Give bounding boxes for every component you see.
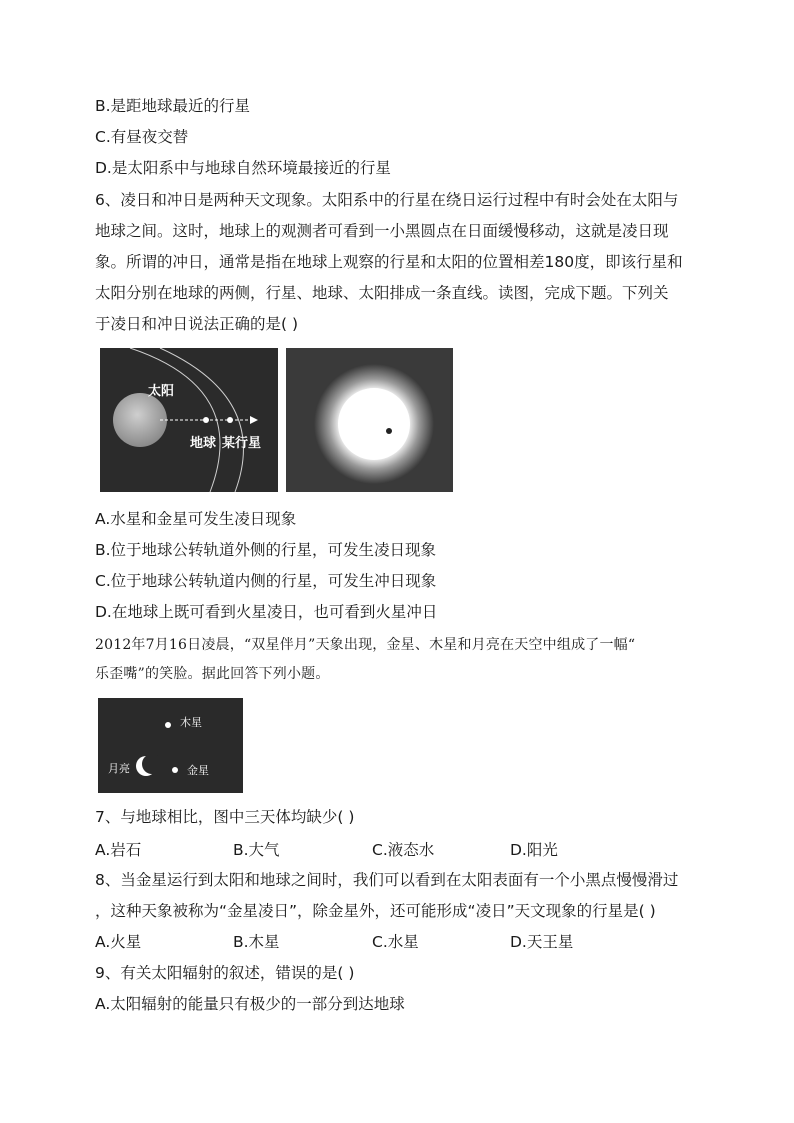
q8-option: B.木星	[233, 933, 280, 951]
sun-disk-icon	[338, 388, 410, 460]
q7-option: B.大气	[233, 841, 280, 859]
moon-label: 月亮	[108, 762, 130, 775]
jupiter-label: 木星	[180, 716, 202, 729]
orbit-diagram	[100, 348, 278, 492]
venus-icon	[172, 767, 178, 773]
jupiter-icon	[165, 722, 171, 728]
moon-shadow	[142, 754, 162, 774]
q7-option: A.岩石	[95, 841, 142, 859]
option-line: A.水星和金星可发生凌日现象	[95, 510, 297, 528]
orbit-diagram-figure	[100, 348, 278, 492]
arrow-head-icon	[250, 416, 258, 424]
intro-text: 2012年7月16日凌晨，“双星伴月”天象出现，金星、木星和月亮在天空中组成了一幅“	[95, 637, 636, 653]
question-9-text: 9、有关太阳辐射的叙述，错误的是( )	[95, 964, 355, 982]
sun-label: 太阳	[148, 384, 175, 399]
sky-photo	[98, 698, 243, 793]
question-8-text: 8、当金星运行到太阳和地球之间时，我们可以看到在太阳表面有一个小黑点慢慢滑过	[95, 871, 679, 889]
q8-option: A.火星	[95, 933, 142, 951]
earth-label: 地球	[190, 436, 217, 451]
question-6-text: 6、凌日和冲日是两种天文现象。太阳系中的行星在绕日运行过程中有时会处在太阳与	[95, 191, 679, 209]
q7-option: C.液态水	[372, 841, 435, 859]
question-6-text: 象。所谓的冲日，通常是指在地球上观察的行星和太阳的位置相差180度，即该行星和	[95, 253, 683, 271]
question-6-text: 太阳分别在地球的两侧，行星、地球、太阳排成一条直线。读图，完成下题。下列关	[95, 284, 669, 302]
q8-option: C.水星	[372, 933, 419, 951]
option-line: D.是太阳系中与地球自然环境最接近的行星	[95, 159, 391, 177]
q7-option: D.阳光	[510, 841, 558, 859]
intro-text: 乐歪嘴”的笑脸。据此回答下列小题。	[95, 666, 330, 682]
option-line: B.位于地球公转轨道外侧的行星，可发生凌日现象	[95, 541, 437, 559]
question-6-text: 地球之间。这时，地球上的观测者可看到一小黑圆点在日面缓慢移动，这就是凌日现	[95, 222, 669, 240]
sun-icon	[113, 393, 167, 447]
option-line: C.位于地球公转轨道内侧的行星，可发生冲日现象	[95, 572, 437, 590]
transit-photo-graphic	[286, 348, 453, 492]
planet-label: 某行星	[222, 436, 262, 451]
earth-icon	[203, 417, 209, 423]
question-6-text: 于凌日和冲日说法正确的是( )	[95, 315, 299, 333]
question-7-text: 7、与地球相比，图中三天体均缺少( )	[95, 808, 355, 826]
transit-dot-icon	[386, 428, 392, 434]
sky-graphic	[98, 698, 243, 793]
option-line: B.是距地球最近的行星	[95, 97, 251, 115]
option-line: A.太阳辐射的能量只有极少的一部分到达地球	[95, 995, 405, 1013]
planet-icon	[227, 417, 233, 423]
transit-photo	[286, 348, 453, 492]
venus-label: 金星	[187, 764, 209, 777]
question-8-text: ，这种天象被称为“金星凌日”，除金星外，还可能形成“凌日”天文现象的行星是( )	[95, 902, 656, 920]
option-line: C.有昼夜交替	[95, 128, 189, 146]
option-line: D.在地球上既可看到火星凌日，也可看到火星冲日	[95, 603, 438, 621]
q8-option: D.天王星	[510, 933, 574, 951]
